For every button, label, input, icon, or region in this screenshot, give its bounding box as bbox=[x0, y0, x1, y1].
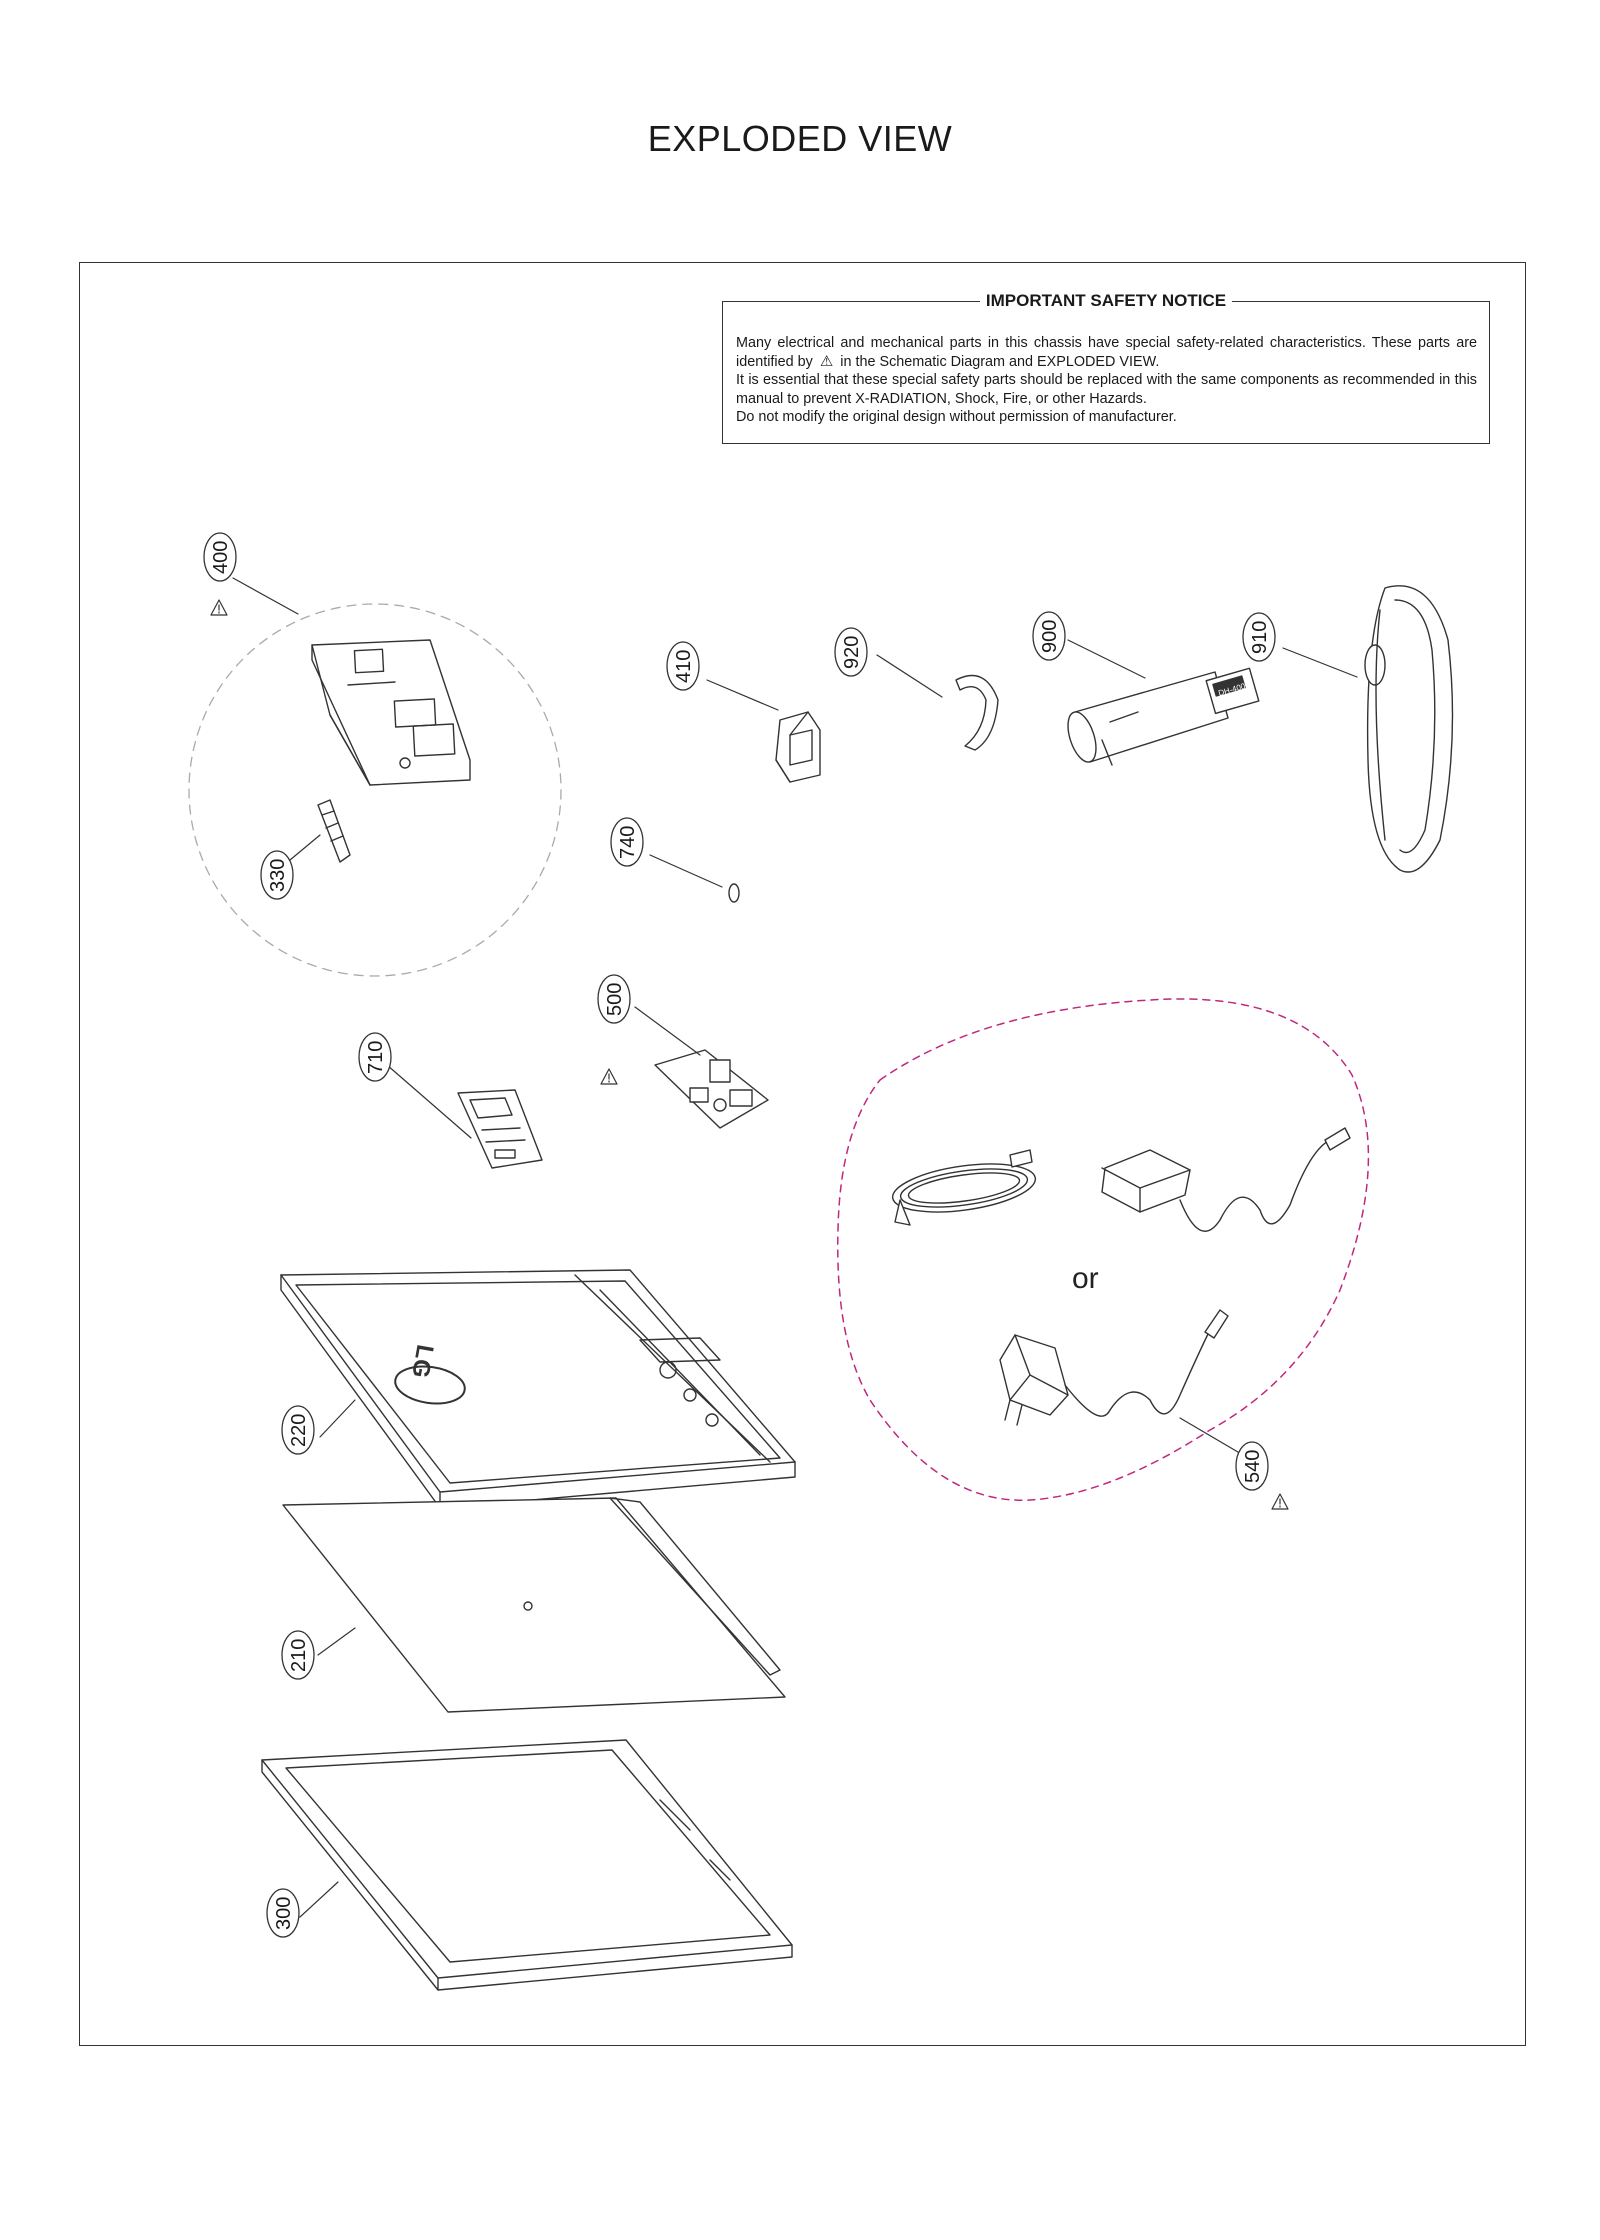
svg-text:220: 220 bbox=[288, 1413, 310, 1447]
callout-540 bbox=[1236, 1442, 1268, 1490]
svg-text:910: 910 bbox=[1249, 620, 1271, 654]
safety-notice-line3: Do not modify the original design without permission of manufacturer. bbox=[736, 409, 1177, 425]
adapter-group-dashed-outline bbox=[838, 999, 1369, 1500]
safety-notice-line1a: Many electrical and mechanical parts in this chassis have special safety-related characteristics. These parts are identified by bbox=[736, 335, 1477, 370]
svg-text:900: 900 bbox=[1039, 619, 1061, 653]
safety-notice-line1b: in the Schematic Diagram and EXPLODED VIEW. bbox=[840, 353, 1160, 370]
lg-logo: LG bbox=[406, 1342, 439, 1380]
part-540-wall-adapter bbox=[1000, 1310, 1228, 1425]
warning-triangle-icon: ⚠ bbox=[819, 352, 834, 370]
warning-triangle-icon bbox=[601, 1069, 617, 1084]
part-410-clip bbox=[776, 712, 820, 782]
warning-triangle-icon bbox=[211, 600, 227, 615]
part-740-ring bbox=[729, 884, 739, 902]
svg-text:540: 540 bbox=[1242, 1449, 1264, 1483]
part-710-main-board bbox=[458, 1090, 542, 1168]
svg-text:330: 330 bbox=[267, 858, 289, 892]
callout-710 bbox=[359, 1033, 391, 1081]
part-540-power-cord bbox=[890, 1150, 1039, 1225]
part-540-adapter-brick bbox=[1102, 1128, 1350, 1231]
callout-330 bbox=[261, 851, 293, 899]
page-title: EXPLODED VIEW bbox=[647, 118, 953, 159]
part-920-handle bbox=[956, 676, 998, 751]
svg-text:400: 400 bbox=[210, 540, 232, 574]
callout-740 bbox=[611, 818, 643, 866]
part-900-stand-neck bbox=[1063, 668, 1259, 765]
svg-text:300: 300 bbox=[273, 1896, 295, 1930]
part-220-back-cover bbox=[281, 1270, 795, 1508]
part-400-stand-body bbox=[312, 640, 470, 785]
svg-text:740: 740 bbox=[617, 825, 639, 859]
callout-300 bbox=[267, 1889, 299, 1937]
callout-210 bbox=[282, 1631, 314, 1679]
callout-400 bbox=[204, 533, 236, 581]
part-300-front-bezel bbox=[262, 1740, 792, 1990]
safety-notice-line2: It is essential that these special safety parts should be replaced with the same components as recommended in this manual to prevent X-RADIATION, Shock, Fire, or other Hazards. bbox=[736, 372, 1477, 407]
svg-text:410: 410 bbox=[673, 649, 695, 683]
svg-text:710: 710 bbox=[365, 1040, 387, 1074]
callout-500 bbox=[598, 975, 630, 1023]
part-330-hinge-bracket bbox=[318, 800, 350, 862]
callout-410 bbox=[667, 642, 699, 690]
adapter-label: DH-400R bbox=[1217, 679, 1252, 698]
svg-text:500: 500 bbox=[604, 982, 626, 1016]
callout-220 bbox=[282, 1406, 314, 1454]
part-910-stand-base bbox=[1365, 586, 1453, 872]
safety-notice-heading: IMPORTANT SAFETY NOTICE bbox=[980, 291, 1232, 310]
part-210-lcd-panel bbox=[283, 1498, 785, 1712]
svg-text:210: 210 bbox=[288, 1638, 310, 1672]
or-label: or bbox=[1072, 1262, 1099, 1295]
callout-920 bbox=[835, 628, 867, 676]
callout-900 bbox=[1033, 612, 1065, 660]
svg-text:920: 920 bbox=[841, 635, 863, 669]
part-500-power-board bbox=[655, 1050, 768, 1128]
warning-triangle-icon bbox=[1272, 1494, 1288, 1509]
callout-910 bbox=[1243, 613, 1275, 661]
